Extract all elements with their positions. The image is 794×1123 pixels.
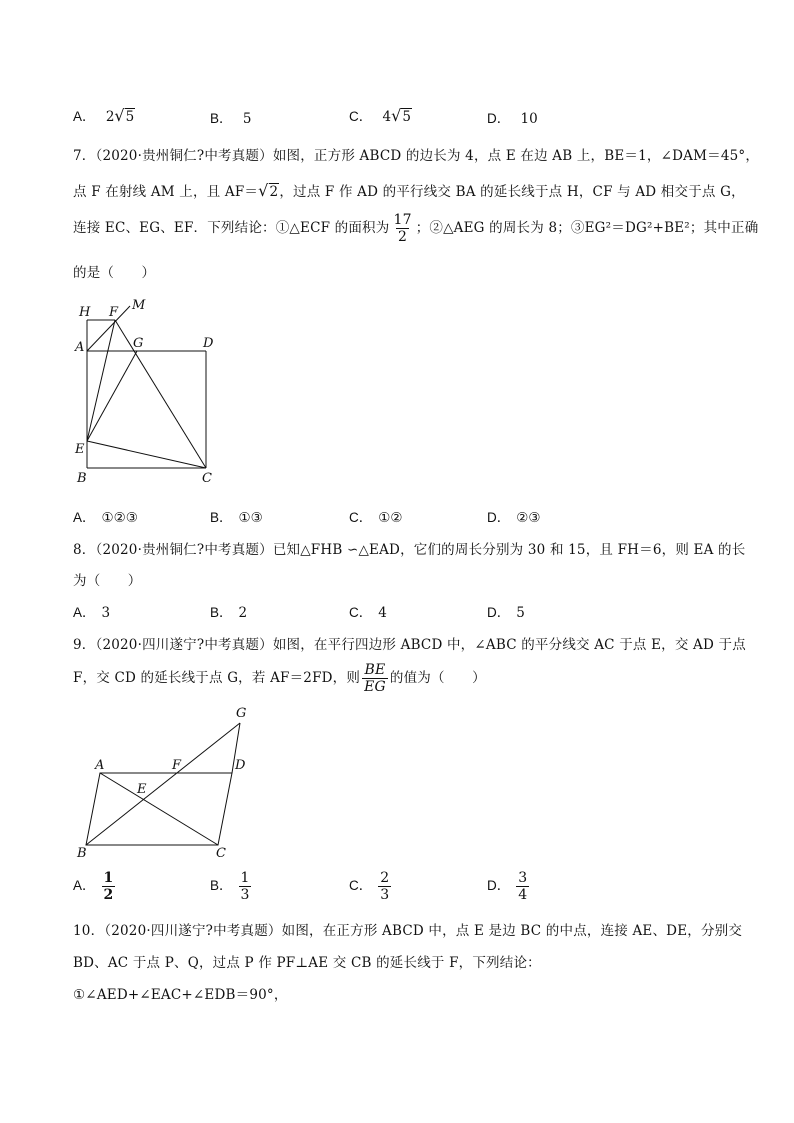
- q6-a-radicand: 5: [125, 109, 135, 125]
- q9-option-c[interactable]: [349, 870, 393, 903]
- q9-line-1: 9．（2020·四川遂宁?中考真题）如图，在平行四边形 ABCD 中，∠ABC 的平分线交 AC 于点 E，交 AD 于点: [73, 637, 746, 653]
- sqrt-symbol: √2: [258, 181, 279, 200]
- fraction-denominator: 3: [240, 887, 250, 904]
- fraction: [378, 870, 391, 903]
- q9-line-2: [73, 662, 486, 695]
- label-d: D: [235, 758, 246, 773]
- q7-line-3a: 连接 EC、EG、EF．下列结论：①△ECF 的面积为: [73, 220, 390, 237]
- fraction-denominator: 3: [380, 887, 390, 904]
- q7-line-2a: 点 F 在射线 AM 上，且 AF＝: [73, 184, 259, 200]
- line-ac: [100, 773, 218, 845]
- q7-line-3b: ；②△AEG 的周长为 8；③EG²＝DG²+BE²；其中正确: [415, 220, 759, 237]
- option-label: C．: [349, 878, 373, 894]
- q6-option-d[interactable]: [487, 107, 538, 127]
- fraction-numerator: 3: [518, 870, 528, 886]
- option-label: D．: [487, 605, 511, 620]
- q7-option-d[interactable]: [487, 506, 540, 526]
- q7-radicand: 2: [269, 184, 279, 200]
- q6-d-value: 10: [520, 111, 538, 127]
- option-label: A．: [73, 510, 96, 525]
- label-h: H: [79, 305, 91, 320]
- q9-line-2b: 的值为（ ）: [389, 670, 486, 687]
- option-label: D．: [487, 878, 511, 894]
- sqrt-symbol: √5: [114, 106, 135, 125]
- fraction: [102, 870, 116, 903]
- label-c: C: [202, 471, 212, 486]
- label-f: F: [172, 758, 182, 773]
- q8-option-a[interactable]: [73, 601, 110, 621]
- label-e: E: [75, 442, 85, 457]
- option-label: A．: [73, 109, 96, 124]
- option-label: B．: [210, 111, 233, 126]
- option-text: 5: [516, 605, 525, 621]
- option-label: C．: [349, 510, 373, 525]
- option-label: A．: [73, 605, 96, 620]
- q9-figure: [74, 702, 254, 862]
- q8-option-c[interactable]: [349, 601, 387, 621]
- q8-line-2: 为（ ）: [73, 573, 142, 589]
- label-a: A: [75, 340, 85, 355]
- label-c: C: [216, 846, 226, 861]
- q7-line-1: 7．（2020·贵州铜仁?中考真题）如图，正方形 ABCD 的边长为 4，点 E 在边 AB 上，BE＝1，∠DAM＝45°，: [73, 148, 760, 164]
- q9-option-a[interactable]: [73, 870, 117, 903]
- q10-line-1: 10．（2020·四川遂宁?中考真题）如图，在正方形 ABCD 中，点 E 是边 BC 的中点，连接 AE、DE，分别交: [73, 923, 743, 939]
- option-text: ①②: [378, 510, 403, 526]
- q7-line-2: [73, 180, 745, 200]
- label-f: F: [109, 305, 119, 320]
- q7-figure: [70, 294, 220, 494]
- fraction: [239, 870, 252, 903]
- label-m: M: [132, 298, 146, 313]
- q6-c-coef: 4: [382, 109, 392, 125]
- q9-option-d[interactable]: [487, 870, 531, 903]
- q8-line-1: 8．（2020·贵州铜仁?中考真题）已知△FHB ∽△EAD，它们的周长分别为 30 和 15，且 FH＝6，则 EA 的长: [73, 542, 746, 558]
- q6-c-radicand: 5: [402, 109, 411, 125]
- option-text: ①②③: [101, 510, 138, 526]
- option-text: ①③: [238, 510, 263, 526]
- label-d: D: [203, 336, 214, 351]
- line-ec: [87, 441, 206, 468]
- fraction-denominator: EG: [364, 679, 386, 696]
- fraction-numerator: 2: [380, 870, 390, 886]
- option-text: ②③: [516, 510, 541, 526]
- q6-option-c[interactable]: [349, 105, 412, 125]
- option-label: C．: [349, 109, 373, 124]
- fraction-denominator: 2: [398, 229, 408, 246]
- label-a: A: [95, 758, 105, 773]
- q7-option-a[interactable]: [73, 506, 138, 526]
- q6-option-a[interactable]: [73, 105, 135, 125]
- option-label: D．: [487, 111, 511, 126]
- label-e: E: [137, 782, 147, 797]
- option-label: B．: [210, 605, 233, 620]
- q7-line-2b: ，过点 F 作 AD 的平行线交 BA 的延长线于点 H，CF 与 AD 相交于点 G，: [279, 184, 745, 200]
- fraction-numerator: 17: [393, 212, 412, 228]
- fraction: [362, 662, 388, 695]
- option-label: D．: [487, 510, 511, 525]
- fraction-numerator: 1: [103, 870, 114, 886]
- label-g: G: [236, 706, 247, 721]
- q10-line-2: BD、AC 于点 P、Q，过点 P 作 PF⊥AE 交 CB 的延长线于 F，下列结论：: [73, 955, 541, 971]
- fraction-denominator: 2: [103, 887, 114, 904]
- q8-option-d[interactable]: [487, 601, 525, 621]
- option-text: 3: [101, 605, 111, 621]
- fraction-numerator: 1: [240, 870, 250, 886]
- option-label: A．: [73, 878, 96, 894]
- q7-line-4: 的是（ ）: [73, 265, 156, 281]
- q9-line-2a: F，交 CD 的延长线于点 G，若 AF＝2FD，则: [73, 670, 361, 687]
- label-b: B: [77, 471, 87, 486]
- fraction: [391, 212, 413, 245]
- fraction: [516, 870, 529, 903]
- fraction-denominator: 4: [518, 887, 528, 904]
- q6-option-b[interactable]: [210, 107, 251, 127]
- sqrt-symbol: √5: [391, 106, 411, 125]
- option-label: B．: [210, 878, 233, 894]
- line-bg: [86, 723, 240, 845]
- q7-option-b[interactable]: [210, 506, 263, 526]
- q6-a-coef: 2: [105, 109, 115, 125]
- q10-line-3: ①∠AED+∠EAC+∠EDB＝90°，: [73, 987, 288, 1003]
- fraction-numerator: BE: [364, 662, 386, 678]
- label-b: B: [77, 846, 87, 861]
- q6-b-value: 5: [242, 111, 252, 127]
- q7-line-3: [73, 212, 758, 245]
- q7-option-c[interactable]: [349, 506, 402, 526]
- line-fc: [115, 320, 206, 468]
- line-ef: [87, 320, 115, 441]
- q9-option-b[interactable]: [210, 870, 253, 903]
- option-label: C．: [349, 605, 373, 620]
- line-eg: [87, 351, 137, 441]
- option-label: B．: [210, 510, 233, 525]
- option-text: 4: [378, 605, 387, 621]
- q8-option-b[interactable]: [210, 601, 247, 621]
- option-text: 2: [238, 605, 248, 621]
- label-g: G: [133, 336, 144, 351]
